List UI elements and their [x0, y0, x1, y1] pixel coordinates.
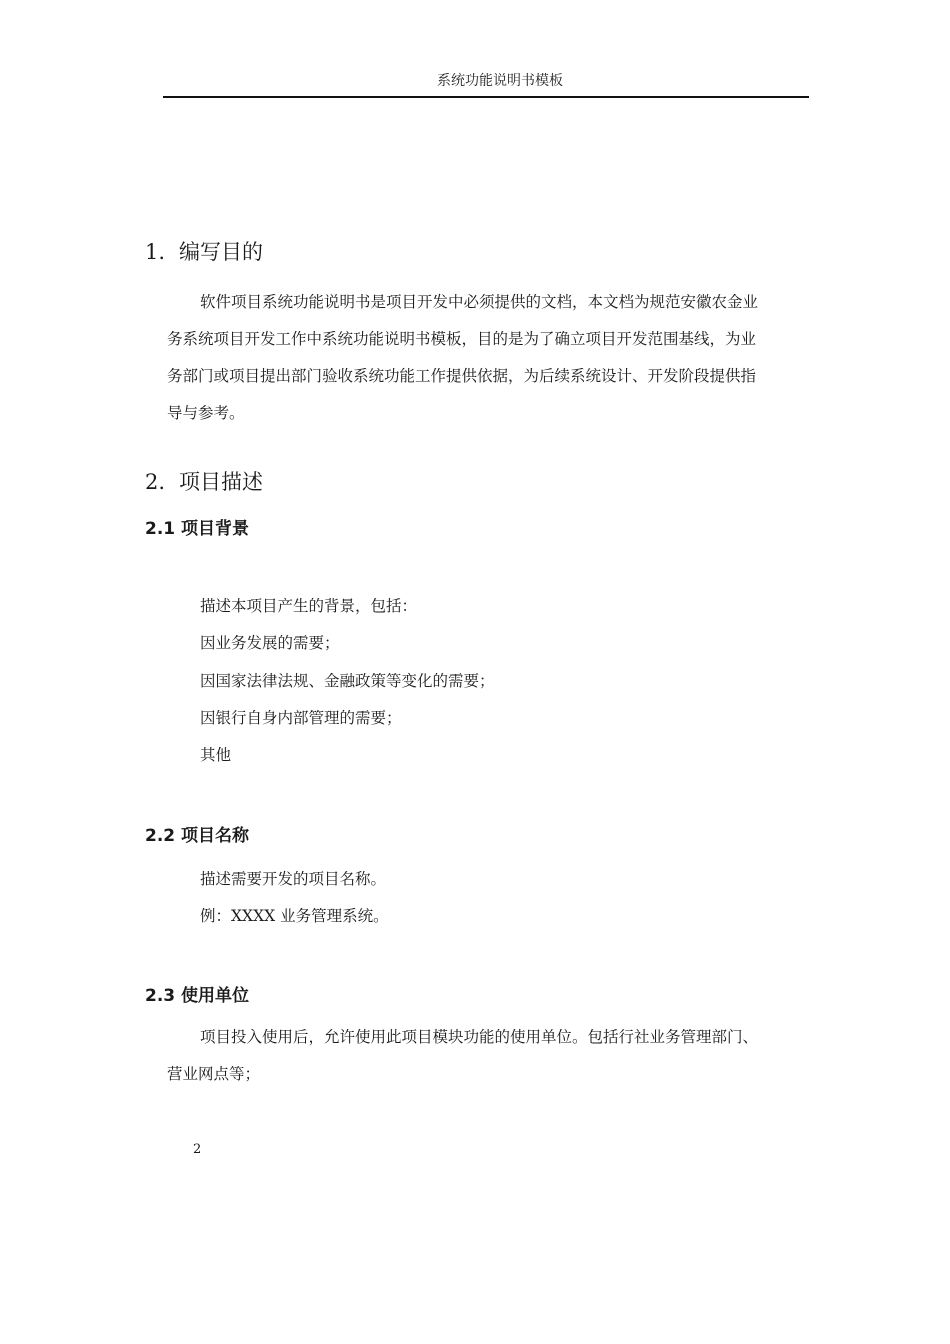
subsection-2-1-line: 其他 [200, 746, 232, 764]
header-divider [163, 96, 809, 98]
subsection-2-2-line: 描述需要开发的项目名称。 [200, 870, 387, 888]
section-1-paragraph-line: 软件项目系统功能说明书是项目开发中必须提供的文档，本文档为规范安徽农金业 [200, 293, 759, 311]
section-1-heading [145, 236, 263, 266]
subsection-2-1-line: 因国家法律法规、金融政策等变化的需要； [200, 672, 495, 690]
subsection-2-2-heading [145, 821, 249, 846]
section-1-number: 1. [145, 240, 166, 264]
subsection-2-3-line: 营业网点等； [167, 1065, 261, 1083]
section-2-number: 2. [145, 470, 166, 494]
section-1-paragraph-line: 导与参考。 [167, 404, 245, 422]
subsection-2-1-line: 因业务发展的需要； [200, 634, 340, 652]
section-1-paragraph-line: 务系统项目开发工作中系统功能说明书模板，目的是为了确立项目开发范围基线，为业 [167, 330, 757, 348]
page-header-title: 系统功能说明书模板 [437, 73, 563, 89]
subsection-2-1-line: 因银行自身内部管理的需要； [200, 709, 402, 727]
subsection-2-3-line: 项目投入使用后，允许使用此项目模块功能的使用单位。包括行社业务管理部门、 [200, 1028, 759, 1046]
section-2-title: 项目描述 [179, 470, 263, 494]
subsection-2-3-heading [145, 981, 249, 1006]
subsection-2-2-title: 项目名称 [181, 826, 250, 846]
subsection-2-1-line: 描述本项目产生的背景，包括： [200, 597, 418, 615]
section-1-title: 编写目的 [179, 240, 263, 264]
subsection-2-3-number: 2.3 [145, 986, 176, 1006]
section-2-heading [145, 466, 263, 496]
subsection-2-1-heading [145, 514, 249, 539]
subsection-2-2-number: 2.2 [145, 826, 176, 846]
subsection-2-2-line: 例：XXXX 业务管理系统。 [200, 907, 389, 925]
subsection-2-1-title: 项目背景 [181, 519, 250, 539]
subsection-2-1-number: 2.1 [145, 519, 176, 539]
subsection-2-3-title: 使用单位 [181, 986, 250, 1006]
section-1-paragraph-line: 务部门或项目提出部门验收系统功能工作提供依据，为后续系统设计、开发阶段提供指 [167, 367, 757, 385]
page-number: 2 [193, 1142, 202, 1157]
